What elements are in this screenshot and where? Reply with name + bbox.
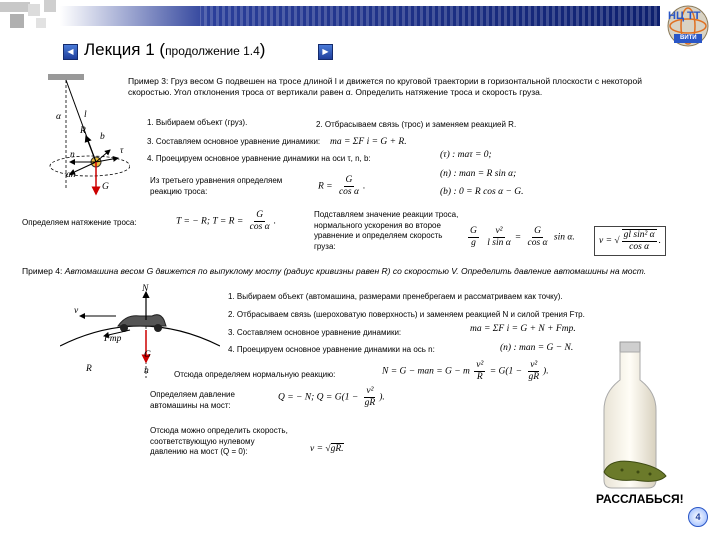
reaction-numerator: G (345, 175, 353, 185)
example3-step1: 1. Выбираем объект (груз). (147, 118, 248, 127)
chevron-right-icon: ▶ (322, 47, 329, 56)
example4-step3: 3. Составляем основное уравнение динамики: (228, 328, 402, 337)
tension-numerator: G (256, 210, 264, 220)
projection-b: (b) : 0 = R cos α − G. (440, 187, 524, 197)
label-n4: n (144, 366, 149, 376)
pressure-numerator: v² (366, 386, 374, 396)
normal-lhs: N = G − man = G − m (382, 366, 470, 377)
pressure-label: Определяем давление автомашины на мост: (150, 390, 235, 410)
cucumber-illustration (600, 452, 670, 486)
example3-step3: 3. Составляем основное уравнение динамики: (147, 137, 321, 146)
chevron-left-icon: ◀ (67, 47, 74, 56)
reaction-lhs: R = (318, 181, 333, 192)
pendulum-diagram (40, 70, 130, 200)
speed-rhs-numerator: G (534, 226, 541, 236)
normal-fraction (474, 360, 485, 383)
projection-tau: (τ) : maτ = 0; (440, 150, 492, 160)
speed-mid-fraction (485, 226, 512, 249)
pressure-denominator: gR (364, 398, 376, 408)
normal-denominator-2: gR (528, 372, 540, 382)
label-G: G (102, 182, 109, 192)
label-N: N (142, 284, 149, 294)
speed-result-numerator: gl sin² α (623, 230, 655, 240)
next-slide-button[interactable] (318, 44, 333, 60)
car-bridge-diagram (60, 286, 220, 382)
example3-step2: 2. Отбрасываем связь (трос) и заменяем реакцией R. (316, 120, 517, 129)
tension-label: Определяем натяжение троса: (22, 218, 137, 227)
speed-rhs-fraction (526, 226, 550, 249)
relax-caption: РАССЛАБЬСЯ! (596, 492, 684, 506)
label-an: an (66, 170, 76, 180)
label-alpha: α (56, 112, 61, 122)
label-Ftr: Fтр (104, 334, 122, 344)
reaction-fraction (337, 175, 361, 198)
top-bar (0, 0, 720, 34)
pressure-equation (278, 386, 385, 409)
reaction-label: Из третьего уравнения определяем реакцию троса: (150, 176, 283, 196)
example4-intro (22, 266, 662, 277)
page-number: 4 (695, 512, 701, 522)
speed-result: v = √ $\frac{\text{gl sin² α}}{\text{cos α}}$ . (594, 226, 666, 256)
title-main: Лекция 1 ( (84, 40, 166, 59)
logo-subtext: ВИТИ (680, 35, 697, 41)
speed-result-lhs: v = (599, 236, 613, 247)
example4-step2: 2. Отбрасываем связь (шероховатую поверхность) и заменяем реакцией N и силой трения Fтр. (228, 310, 585, 319)
example4-step4: 4. Проецируем основное уравнение динамики на ось n: (228, 345, 435, 354)
tension-equation: T = − R; T = R = $\frac{G}{\text{cos α}}$ . (176, 210, 277, 232)
speed-result-fraction (622, 229, 657, 253)
normal-denominator: R (476, 372, 483, 382)
page-title (84, 40, 265, 60)
label-b: b (100, 132, 105, 142)
example4-prefix: Пример 4: (22, 266, 65, 276)
speed-zero-lhs: v = (310, 444, 324, 454)
label-n: n (70, 150, 75, 160)
speed-tail: sin α. (553, 232, 575, 243)
tension-denominator: cos α (249, 222, 270, 232)
speed-result-denominator: cos α (629, 242, 650, 252)
speed-zero-label: Отсюда можно определить скорость, соответствующую нулевому давлению на мост (Q = 0): (150, 426, 288, 456)
speed-mid-denominator: l sin α (487, 238, 511, 248)
projection-n: (n) : man = R sin α; (440, 169, 517, 179)
pressure-close: ). (379, 392, 385, 403)
reaction-denominator: cos α (338, 187, 359, 197)
label-R: R (80, 126, 86, 136)
example4-projection: (n) : man = G − N. (500, 343, 574, 353)
label-l: l (84, 110, 87, 120)
example3-intro: Пример 3: Груз весом G подвешен на тросе длиной l и движется по круговой траектории в горизонтальной плоскости с некоторой скоростью. Угол отклонения троса от вертикали равен α. Определить натяжение троса и скорость груза. (128, 76, 643, 97)
example4-step1: 1. Выбираем объект (автомашина, размерами пренебрегаем и рассматриваем как точку). (228, 292, 563, 301)
speed-lhs-denominator: g (471, 238, 476, 248)
normal-middle: = G(1 − (489, 366, 523, 377)
page-number-badge (688, 507, 708, 527)
speed-rhs-denominator: cos α (527, 238, 548, 248)
reaction-equation: R = $\frac{G}{\text{cos α}}$ . (318, 175, 366, 197)
pressure-fraction (363, 386, 378, 409)
speed-mid-numerator: v² (495, 226, 503, 236)
speed-zero-equation: v = √gR. (310, 444, 344, 454)
title-close: ) (259, 40, 266, 59)
normal-close: ). (543, 366, 549, 377)
pressure-lhs: Q = − N; Q = G(1 − (278, 392, 359, 403)
label-R4: R (86, 364, 92, 374)
label-tau: τ (120, 146, 124, 156)
example3-main-equation: ma = ΣF i = G + R. (330, 137, 407, 147)
normal-numerator-2: v² (530, 360, 538, 370)
prev-slide-button[interactable] (63, 44, 78, 60)
normal-fraction-2 (526, 360, 541, 383)
example4-main-equation: ma = ΣF i = G + N + Fтр. (470, 324, 576, 334)
logo (660, 4, 716, 50)
normal-label: Отсюда определяем нормальную реакцию: (174, 370, 336, 379)
normal-equation (382, 360, 549, 383)
speed-lhs-fraction (468, 226, 479, 249)
speed-lhs-numerator: G (470, 226, 477, 236)
tension-lhs: T = − R; T = R = (176, 216, 244, 227)
example4-text: Автомашина весом G движется по выпуклому мосту (радиус кривизны равен R) со скоростью V. Определить давление автомашины на мост. (64, 266, 647, 276)
speed-zero-root: gR. (330, 444, 344, 454)
tension-fraction (248, 210, 272, 233)
substitute-text: Подставляем значение реакции троса, нормального ускорения во второе уравнение и определяем скорость груза: (314, 210, 459, 251)
title-sub: продолжение 1.4 (165, 44, 260, 58)
normal-numerator: v² (476, 360, 484, 370)
label-v: v (74, 306, 79, 316)
speed-equation: $\frac{G}{g}$ $\frac{\text{v²}}{\text{l sin α}}$ = $\frac{G}{\text{cos α}}$ sin α. (470, 226, 575, 248)
example3-step4: 4. Проецируем основное уравнение динамики на оси τ, n, b: (147, 154, 371, 163)
logo-text: НЦ ТТ (668, 10, 701, 22)
label-G4: G (144, 350, 151, 360)
